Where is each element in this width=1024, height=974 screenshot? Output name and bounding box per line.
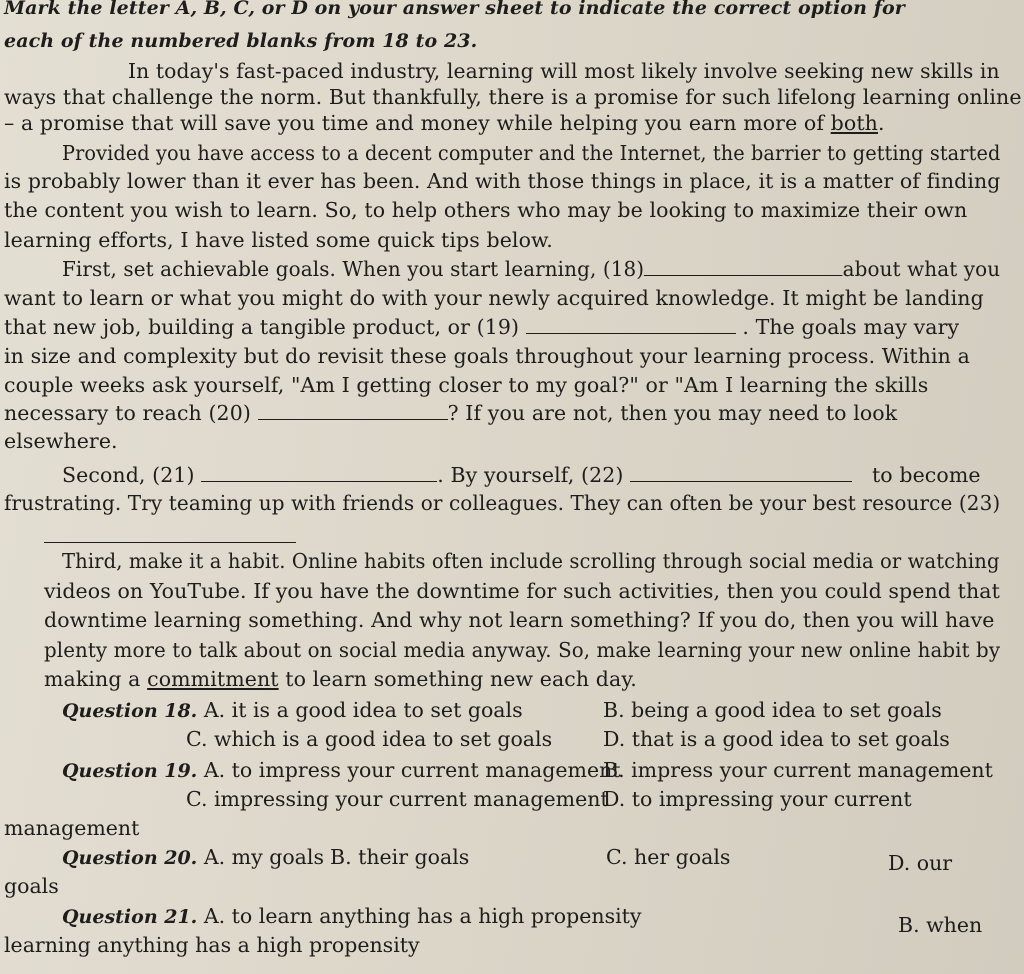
blank-22[interactable]	[630, 463, 852, 482]
underlined-word-both: both	[830, 111, 878, 135]
question-20-option-d-continued: goals	[4, 874, 59, 898]
underlined-word-commitment: commitment	[147, 667, 279, 691]
question-20-option-b[interactable]: B. their goals	[330, 845, 470, 869]
question-18	[62, 697, 523, 724]
question-19	[62, 757, 621, 784]
instructions-line-1: Mark the letter A, B, C, or D on your answer sheet to indicate the correct option for	[4, 0, 905, 19]
question-19-option-c[interactable]: C. impressing your current management	[186, 787, 609, 811]
blank-21[interactable]	[201, 463, 437, 482]
passage-p2-line-3: the content you wish to learn. So, to help others who may be looking to maximize their own	[4, 198, 968, 222]
passage-p3-line-2: want to learn or what you might do with your newly acquired knowledge. It might be landing	[4, 286, 984, 310]
instructions-line-2: each of the numbered blanks from 18 to 23.	[4, 30, 478, 52]
passage-p3-line-1: First, set achievable goals. When you start learning, (18) about what you	[62, 257, 1001, 281]
question-20-option-a[interactable]: A. my goals	[203, 845, 324, 869]
question-19-option-d-continued: management	[4, 816, 140, 840]
question-19-option-b[interactable]: B. impress your current management	[603, 758, 993, 782]
question-18-option-d[interactable]: D. that is a good idea to set goals	[603, 727, 950, 751]
passage-p2-line-2: is probably lower than it ever has been. And with those things in place, it is a matter of finding	[4, 169, 1001, 193]
question-19-option-a[interactable]: A. to impress your current management	[203, 758, 621, 782]
passage-p1-line-2: ways that challenge the norm. But thankfully, there is a promise for such lifelong learning online	[4, 85, 1022, 109]
passage-p3-line-4: in size and complexity but do revisit these goals throughout your learning process. Within a	[4, 344, 970, 368]
question-20-label: Question 20.	[62, 847, 198, 869]
passage-p4-line-1: Second, (21) . By yourself, (22) to become	[62, 463, 981, 487]
question-20-option-c[interactable]: C. her goals	[606, 845, 731, 869]
blank-19[interactable]	[526, 315, 736, 334]
passage-p3-line-3: that new job, building a tangible product, or (19) . The goals may vary	[4, 315, 960, 339]
passage-p5-line-1: Third, make it a habit. Online habits often include scrolling through social media or watching	[62, 549, 1000, 573]
passage-p3-line-5: couple weeks ask yourself, "Am I getting closer to my goal?" or "Am I learning the skills	[4, 373, 929, 397]
passage-p4-line-2: frustrating. Try teaming up with friends or colleagues. They can often be your best resource (23)	[4, 491, 1001, 515]
question-20	[62, 844, 324, 871]
question-21-option-a[interactable]: A. to learn anything has a high propensity	[203, 904, 642, 928]
passage-p5-line-4: plenty more to talk about on social media anyway. So, make learning your new online habit by	[44, 638, 1001, 662]
blank-20[interactable]	[258, 401, 448, 420]
question-21-option-b-continued: learning anything has a high propensity	[4, 933, 420, 957]
question-21-label: Question 21.	[62, 906, 198, 928]
blank-23[interactable]	[44, 522, 296, 543]
question-19-label: Question 19.	[62, 760, 198, 782]
passage-p5-line-5: making a commitment to learn something new each day.	[44, 667, 637, 691]
passage-p2-line-4: learning efforts, I have listed some quick tips below.	[4, 228, 553, 252]
question-18-label: Question 18.	[62, 700, 198, 722]
question-18-option-b[interactable]: B. being a good idea to set goals	[603, 698, 942, 722]
question-20-option-d[interactable]: D. our	[888, 851, 953, 875]
question-21	[62, 903, 641, 930]
passage-p3-line-7: elsewhere.	[4, 429, 118, 453]
question-21-option-b[interactable]: B. when	[898, 913, 983, 937]
passage-p2-line-1: Provided you have access to a decent computer and the Internet, the barrier to getting started	[62, 141, 1001, 165]
passage-p1-line-1: In today's fast-paced industry, learning will most likely involve seeking new skills in	[128, 59, 1000, 83]
passage-p5-line-2: videos on YouTube. If you have the downtime for such activities, then you could spend that	[44, 579, 1000, 603]
passage-p1-line-3: – a promise that will save you time and money while helping you earn more of both.	[4, 111, 885, 135]
passage-p5-line-3: downtime learning something. And why not learn something? If you do, then you will have	[44, 608, 995, 632]
question-18-option-a[interactable]: A. it is a good idea to set goals	[203, 698, 523, 722]
passage-p3-line-6: necessary to reach (20) ? If you are not, then you may need to look	[4, 401, 898, 425]
blank-18[interactable]	[644, 257, 842, 276]
question-19-option-d[interactable]: D. to impressing your current	[603, 787, 912, 811]
question-18-option-c[interactable]: C. which is a good idea to set goals	[186, 727, 553, 751]
